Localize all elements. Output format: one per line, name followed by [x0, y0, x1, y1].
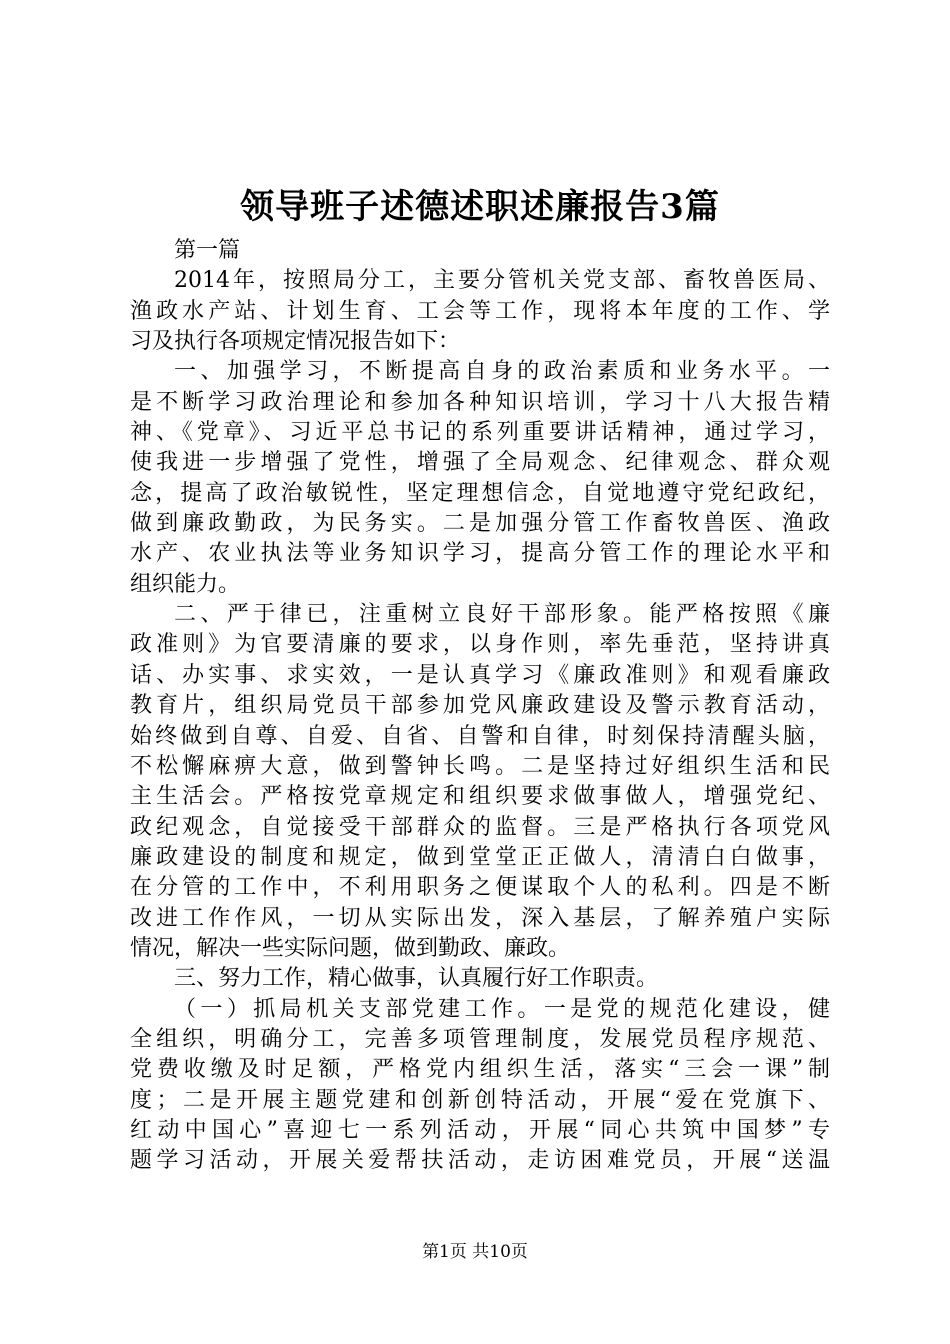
- body-text-line: 党费收缴及时足额，严格党内组织生活，落实“三会一课”制: [130, 1057, 830, 1083]
- body-text-line: 神、《党章》、习近平总书记的系列重要讲话精神，通过学习，: [130, 420, 830, 446]
- body-text-line: 红动中国心”喜迎七一系列活动，开展“同心共筑中国梦”专: [130, 1117, 830, 1143]
- body-text-line: 水产、农业执法等业务知识学习，提高分管工作的理论水平和: [130, 541, 830, 567]
- body-text-line: 第一篇: [174, 238, 241, 263]
- body-text-line: 一、加强学习，不断提高自身的政治素质和业务水平。一: [174, 359, 830, 385]
- body-text-line: 在分管的工作中，不利用职务之便谋取个人的私利。四是不断: [130, 875, 830, 901]
- document-body: [130, 236, 830, 1177]
- body-text-line: 做到廉政勤政，为民务实。二是加强分管工作畜牧兽医、渔政: [130, 511, 830, 537]
- body-text-line: 改进工作作风，一切从实际出发，深入基层，了解养殖户实际: [130, 905, 830, 931]
- body-text-line: 度；二是开展主题党建和创新创特活动，开展“爱在党旗下、: [130, 1087, 830, 1113]
- body-text-line: 政准则》为官要清廉的要求，以身作则，率先垂范，坚持讲真: [130, 632, 830, 658]
- body-text-line: 教育片，组织局党员干部参加党风廉政建设及警示教育活动，: [130, 693, 830, 719]
- body-text-line: 主生活会。严格按党章规定和组织要求做事做人，增强党纪、: [130, 784, 830, 810]
- body-text-line: 廉政建设的制度和规定，做到堂堂正正做人，清清白白做事，: [130, 844, 830, 870]
- body-text-line: 习及执行各项规定情况报告如下：: [130, 329, 461, 355]
- body-text-line: 全组织，明确分工，完善多项管理制度，发展党员程序规范、: [130, 1026, 830, 1052]
- body-text-line: 话、办实事、求实效，一是认真学习《廉政准则》和观看廉政: [130, 662, 830, 688]
- page-footer: 第1页 共10页: [422, 1242, 528, 1262]
- body-text-line: 2014年，按照局分工，主要分管机关党支部、畜牧兽医局、: [174, 268, 830, 294]
- body-text-line: 组织能力。: [130, 571, 241, 597]
- body-text-line: 三、努力工作，精心做事，认真履行好工作职责。: [174, 966, 659, 992]
- body-text-line: 始终做到自尊、自爱、自省、自警和自律，时刻保持清醒头脑，: [130, 723, 830, 749]
- body-text-line: 是不断学习政治理论和参加各种知识培训，学习十八大报告精: [130, 389, 830, 415]
- body-text-line: （一）抓局机关支部党建工作。一是党的规范化建设，健: [174, 996, 830, 1022]
- document-title: 领导班子述德述职述廉报告3篇: [240, 187, 720, 227]
- body-text-line: 二、严于律已，注重树立良好干部形象。能严格按照《廉: [174, 602, 830, 628]
- body-text-line: 渔政水产站、计划生育、工会等工作，现将本年度的工作、学: [130, 298, 830, 324]
- body-text-line: 题学习活动，开展关爱帮扶活动，走访困难党员，开展“送温: [130, 1148, 830, 1174]
- body-text-line: 情况，解决一些实际问题，做到勤政、廉政。: [130, 935, 571, 961]
- body-text-line: 不松懈麻痹大意，做到警钟长鸣。二是坚持过好组织生活和民: [130, 753, 830, 779]
- body-text-line: 念，提高了政治敏锐性，坚定理想信念，自觉地遵守党纪政纪，: [130, 480, 830, 506]
- body-text-line: 使我进一步增强了党性，增强了全局观念、纪律观念、群众观: [130, 450, 830, 476]
- body-text-line: 政纪观念，自觉接受干部群众的监督。三是严格执行各项党风: [130, 814, 830, 840]
